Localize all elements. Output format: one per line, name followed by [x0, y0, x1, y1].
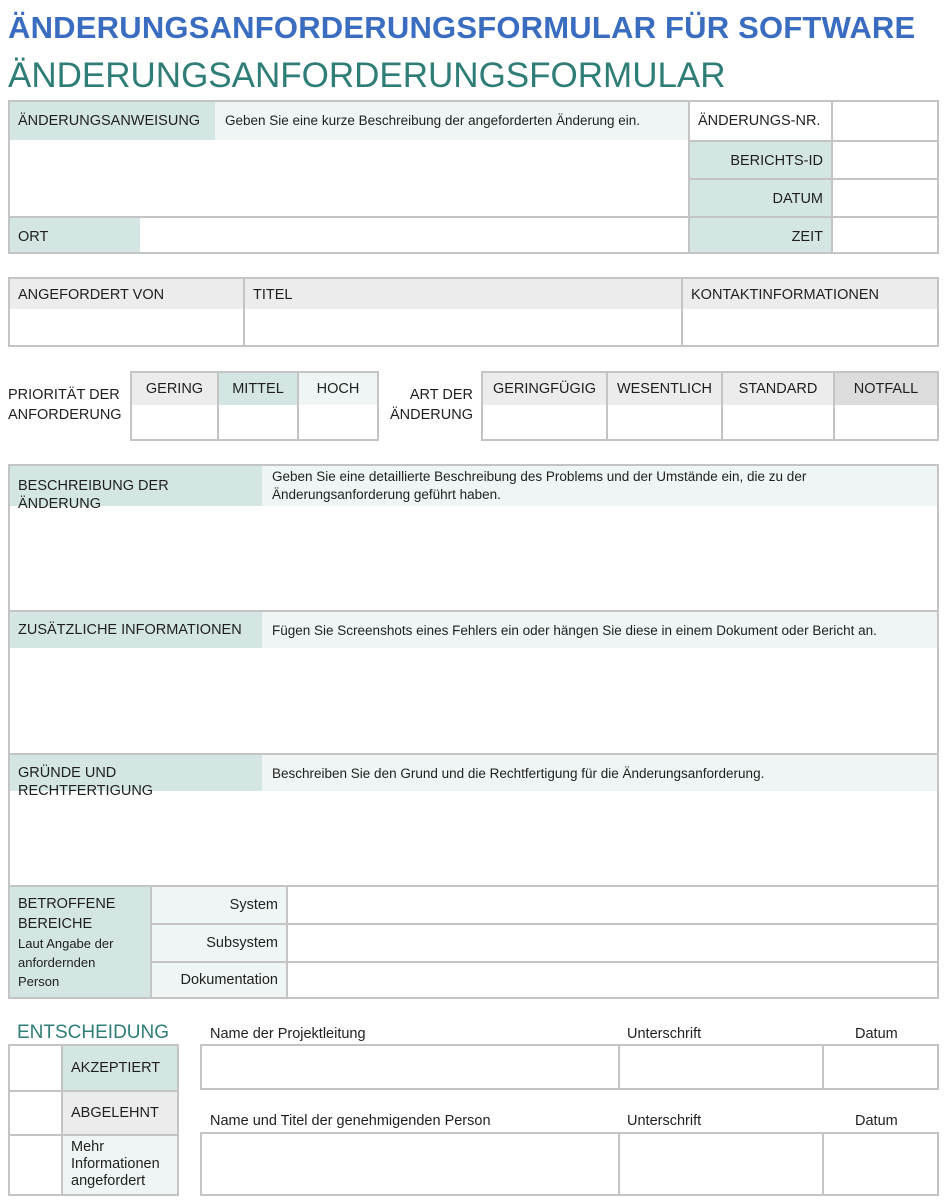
affected-label-line1: BETROFFENE: [18, 896, 116, 912]
document-title: ÄNDERUNGSANFORDERUNGSFORMULAR FÜR SOFTWARE: [8, 10, 916, 45]
date-label: DATUM: [690, 178, 831, 216]
approver-name-input[interactable]: [202, 1134, 618, 1194]
affected-sub-line2: anfordernden: [18, 955, 96, 970]
type-emergency-checkbox[interactable]: [833, 405, 937, 439]
reasons-label: GRÜNDE UND RECHTFERTIGUNG: [10, 753, 262, 791]
type-major-checkbox[interactable]: [606, 405, 721, 439]
affected-documentation-label: Dokumentation: [152, 961, 286, 997]
change-type-options: [481, 371, 939, 441]
affected-subsystem-label: Subsystem: [152, 923, 286, 961]
type-option-minor: GERINGFÜGIG: [483, 373, 606, 405]
pm-name-label: Name der Projektleitung: [210, 1026, 366, 1042]
pm-signature-label: Unterschrift: [627, 1026, 702, 1042]
form-subtitle: ÄNDERUNGSANFORDERUNGSFORMULAR: [8, 56, 726, 95]
priority-medium-checkbox[interactable]: [217, 405, 297, 439]
contact-label: KONTAKTINFORMATIONEN: [681, 279, 937, 309]
title-input[interactable]: [243, 309, 681, 345]
type-standard-checkbox[interactable]: [721, 405, 833, 439]
affected-sub-line3: Person: [18, 974, 60, 989]
description-hint: Geben Sie eine detaillierte Beschreibung des Problems und der Umstände ein, die zu der Änderungsanforderung geführt haben.: [262, 466, 937, 506]
report-id-input[interactable]: [831, 140, 937, 178]
report-id-label: BERICHTS-ID: [690, 140, 831, 178]
change-no-label: ÄNDERUNGS-NR.: [698, 113, 821, 129]
additional-label: ZUSÄTZLICHE INFORMATIONEN: [10, 610, 262, 648]
approver-signature-row: [200, 1132, 939, 1196]
priority-high-checkbox[interactable]: [297, 405, 377, 439]
type-option-emergency: NOTFALL: [833, 373, 937, 405]
statement-input[interactable]: [10, 140, 688, 216]
contact-input[interactable]: [681, 309, 937, 345]
priority-option-medium: MITTEL: [217, 373, 297, 405]
date-input[interactable]: [831, 178, 937, 216]
approver-date-label: Datum: [855, 1113, 898, 1129]
affected-sub-line1: Laut Angabe der: [18, 936, 114, 951]
requester-section: [8, 277, 939, 347]
decision-title: ENTSCHEIDUNG: [17, 1022, 170, 1043]
affected-subsystem-input[interactable]: [286, 923, 937, 961]
time-label: ZEIT: [690, 216, 831, 252]
additional-hint: Fügen Sie Screenshots eines Fehlers ein oder hängen Sie diese in einem Dokument oder Bericht an.: [262, 610, 937, 648]
pm-name-input[interactable]: [202, 1046, 618, 1088]
more-info-label: [61, 1134, 177, 1194]
rejected-label: ABGELEHNT: [61, 1090, 177, 1134]
approver-signature-label: Unterschrift: [627, 1113, 702, 1129]
decision-options: [8, 1044, 179, 1196]
title-label: TITEL: [243, 279, 681, 309]
change-type-label: [380, 385, 473, 425]
pm-date-label: Datum: [855, 1026, 898, 1042]
type-option-major: WESENTLICH: [606, 373, 721, 405]
type-minor-checkbox[interactable]: [483, 405, 606, 439]
location-input[interactable]: [140, 216, 688, 252]
accepted-checkbox[interactable]: [10, 1046, 61, 1090]
pm-signature-row: [200, 1044, 939, 1090]
pm-date-input[interactable]: [822, 1046, 937, 1088]
change-no-input[interactable]: [831, 102, 937, 140]
affected-label-line2: BEREICHE: [18, 916, 93, 932]
requested-by-label: ANGEFORDERT VON: [10, 279, 243, 309]
affected-documentation-input[interactable]: [286, 961, 937, 997]
description-input[interactable]: [10, 506, 937, 610]
approver-date-input[interactable]: [822, 1134, 937, 1194]
change-type-label-line1: ART DER: [409, 387, 473, 403]
more-info-checkbox[interactable]: [10, 1134, 61, 1194]
location-label: ORT: [10, 216, 140, 252]
accepted-label: AKZEPTIERT: [61, 1046, 177, 1090]
affected-areas-label: [10, 885, 152, 997]
type-option-standard: STANDARD: [721, 373, 833, 405]
pm-signature-input[interactable]: [618, 1046, 822, 1088]
rejected-checkbox[interactable]: [10, 1090, 61, 1134]
reasons-hint: Beschreiben Sie den Grund und die Rechtfertigung für die Änderungsanforderung.: [262, 753, 937, 791]
approver-signature-input[interactable]: [618, 1134, 822, 1194]
more-info-line3: angefordert: [71, 1173, 146, 1189]
priority-label-line1: PRIORITÄT DER: [8, 387, 120, 403]
priority-option-low: GERING: [132, 373, 217, 405]
requested-by-input[interactable]: [10, 309, 243, 345]
affected-system-input[interactable]: [286, 885, 937, 923]
statement-hint: Geben Sie eine kurze Beschreibung der angeforderten Änderung ein.: [215, 102, 688, 140]
description-label: BESCHREIBUNG DER ÄNDERUNG: [10, 466, 262, 506]
priority-options: [130, 371, 379, 441]
affected-system-label: System: [152, 885, 286, 923]
statement-label: ÄNDERUNGSANWEISUNG: [10, 102, 215, 140]
priority-option-high: HOCH: [297, 373, 377, 405]
change-statement-section: [8, 100, 939, 254]
description-section: [8, 464, 939, 999]
more-info-line1: Mehr: [71, 1139, 105, 1155]
change-type-label-line2: ÄNDERUNG: [390, 407, 473, 423]
more-info-line2: Informationen: [71, 1156, 160, 1172]
priority-label-line2: ANFORDERUNG: [8, 407, 122, 423]
priority-low-checkbox[interactable]: [132, 405, 217, 439]
additional-input[interactable]: [10, 648, 937, 753]
approver-name-label: Name und Titel der genehmigenden Person: [210, 1113, 491, 1129]
time-input[interactable]: [831, 216, 937, 252]
priority-label: [8, 385, 130, 425]
reasons-input[interactable]: [10, 791, 937, 885]
